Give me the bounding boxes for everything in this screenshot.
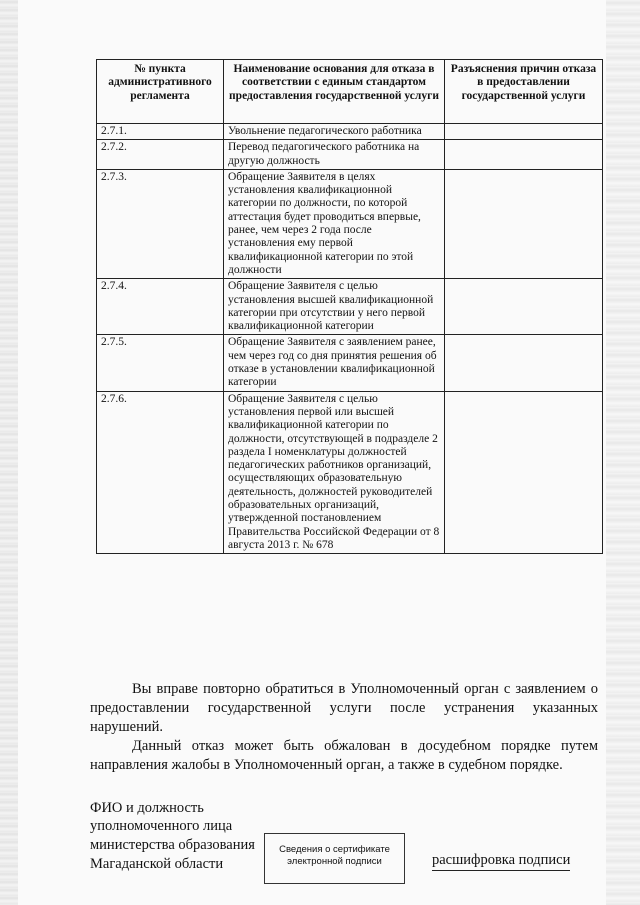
row-number: 2.7.2.	[97, 140, 224, 170]
row-number: 2.7.4.	[97, 279, 224, 335]
signature-decode-label: расшифровка подписи	[432, 851, 570, 871]
row-ground: Обращение Заявителя в целях установления квалификационной категории по должности, по которой аттестация будет проводиться впервые, ранее, чем через 2 года после установления ему первой квалификационной категории по этой должности	[224, 169, 445, 278]
header-number: № пункта административного регламента	[97, 60, 224, 124]
table-row	[97, 335, 603, 391]
row-ground: Увольнение педагогического работника	[224, 124, 445, 140]
row-explanation	[445, 279, 603, 335]
row-explanation	[445, 140, 603, 170]
table-header-row	[97, 60, 603, 124]
header-explanation: Разъяснения причин отказа в предоставлении государственной услуги	[445, 60, 603, 124]
stamp-line1: Сведения о сертификате	[279, 844, 390, 855]
row-number: 2.7.3.	[97, 169, 224, 278]
row-explanation	[445, 124, 603, 140]
appeal-paragraph: Данный отказ может быть обжалован в досудебном порядке путем направления жалобы в Уполномоченный орган, а также в судебном порядке.	[90, 738, 598, 773]
signatory-title-line2: уполномоченного лица	[90, 818, 233, 834]
scan-edge-right	[606, 0, 640, 905]
row-explanation	[445, 391, 603, 554]
signatory-title-line3: министерства образования	[90, 837, 255, 853]
signatory-title-line1: ФИО и должность	[90, 800, 204, 816]
table-row	[97, 391, 603, 554]
row-number: 2.7.5.	[97, 335, 224, 391]
row-ground: Обращение Заявителя с заявлением ранее, чем через год со дня принятия решения об отказе в установлении квалификационной категории	[224, 335, 445, 391]
e-signature-stamp	[264, 833, 405, 884]
reapply-paragraph: Вы вправе повторно обратиться в Уполномоченный орган с заявлением о предоставлении государственной услуги после устранения указанных нарушений.	[90, 681, 598, 735]
table-row	[97, 279, 603, 335]
row-ground: Обращение Заявителя с целью установления высшей квалификационной категории при отсутствии у него первой квалификационной категории	[224, 279, 445, 335]
table-row	[97, 124, 603, 140]
row-ground: Обращение Заявителя с целью установления первой или высшей квалификационной категории по должности, отсутствующей в подразделе 2 раздела I номенклатуры должностей педагогических работников организаций, осуществляющих образовательную деятельность, должностей руководителей образовательных организаций, утвержденной постановлением Правительства Российской Федерации от 8 августа 2013 г. № 678	[224, 391, 445, 554]
scan-edge-left	[0, 0, 18, 905]
signatory-title-line4: Магаданской области	[90, 856, 224, 872]
row-explanation	[445, 335, 603, 391]
refusal-grounds-table	[96, 59, 603, 554]
stamp-line2: электронной подписи	[287, 856, 382, 867]
row-ground: Перевод педагогического работника на другую должность	[224, 140, 445, 170]
row-number: 2.7.1.	[97, 124, 224, 140]
row-number: 2.7.6.	[97, 391, 224, 554]
row-explanation	[445, 169, 603, 278]
header-ground: Наименование основания для отказа в соответствии с единым стандартом предоставления государственной услуги	[224, 60, 445, 124]
table-row	[97, 140, 603, 170]
table-row	[97, 169, 603, 278]
